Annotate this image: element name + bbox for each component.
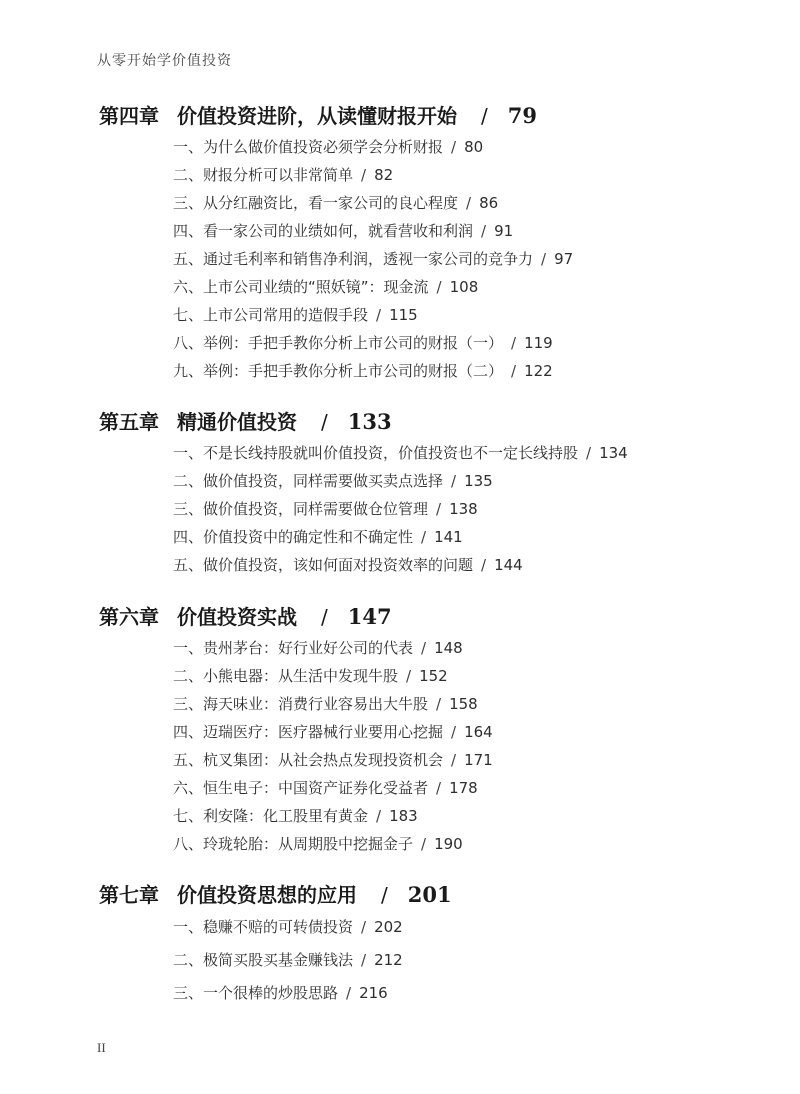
separator: /: [451, 472, 457, 490]
entry-page: 97: [554, 250, 574, 268]
entry-page: 135: [464, 472, 493, 490]
entry-page: 138: [449, 500, 478, 518]
entry-page: 119: [524, 334, 553, 352]
separator: /: [586, 444, 592, 462]
chapter-label: 第六章: [99, 605, 159, 629]
toc-entry: [173, 833, 463, 854]
separator: /: [511, 362, 517, 380]
toc-entry: [173, 805, 418, 826]
separator: /: [361, 918, 367, 936]
chapter-label: 第四章: [99, 104, 159, 128]
toc-entry: [173, 442, 628, 463]
entry-title: 一、稳赚不赔的可转债投资: [173, 918, 354, 936]
chapter-label: 第五章: [99, 410, 159, 434]
separator: /: [436, 500, 442, 518]
entry-title: 三、海天味业：消费行业容易出大牛股: [173, 695, 429, 713]
separator: /: [381, 883, 388, 907]
toc-entry: [173, 721, 493, 742]
entry-page: 202: [374, 918, 403, 936]
entry-page: 144: [494, 556, 523, 574]
toc-entry: [173, 693, 478, 714]
entry-page: 183: [389, 807, 418, 825]
entry-title: 五、做价值投资，该如何面对投资效率的问题: [173, 556, 474, 574]
separator: /: [421, 528, 427, 546]
toc-entry: [173, 248, 573, 269]
toc-entry: [173, 982, 388, 1003]
separator: /: [406, 667, 412, 685]
separator: /: [451, 723, 457, 741]
toc-entry: [173, 916, 403, 937]
entry-page: 86: [479, 194, 499, 212]
separator: /: [376, 306, 382, 324]
entry-page: 122: [524, 362, 553, 380]
toc-entry: [173, 749, 493, 770]
chapter-heading: [99, 406, 392, 435]
chapter-heading: [99, 879, 452, 908]
entry-page: 212: [374, 951, 403, 969]
entry-title: 二、极简买股买基金赚钱法: [173, 951, 354, 969]
chapter-title: 价值投资进阶，从读懂财报开始: [177, 104, 457, 128]
chapter-page: 147: [347, 604, 392, 629]
chapter-page: 79: [507, 103, 537, 128]
entry-title: 三、做价值投资，同样需要做仓位管理: [173, 500, 429, 518]
separator: /: [436, 278, 442, 296]
toc-entry: [173, 332, 553, 353]
entry-title: 四、迈瑞医疗：医疗器械行业要用心挖掘: [173, 723, 444, 741]
entry-page: 152: [419, 667, 448, 685]
toc-entry: [173, 470, 493, 491]
toc-entry: [173, 220, 513, 241]
entry-page: 115: [389, 306, 418, 324]
entry-title: 一、不是长线持股就叫价值投资，价值投资也不一定长线持股: [173, 444, 579, 462]
entry-title: 二、财报分析可以非常简单: [173, 166, 354, 184]
entry-page: 91: [494, 222, 514, 240]
entry-page: 82: [374, 166, 394, 184]
separator: /: [541, 250, 547, 268]
separator: /: [436, 779, 442, 797]
entry-title: 五、通过毛利率和销售净利润，透视一家公司的竞争力: [173, 250, 534, 268]
separator: /: [346, 984, 352, 1002]
separator: /: [421, 835, 427, 853]
entry-page: 171: [464, 751, 493, 769]
toc-entry: [173, 192, 498, 213]
entry-title: 七、利安隆：化工股里有黄金: [173, 807, 369, 825]
page-number: II: [97, 1040, 106, 1055]
entry-title: 五、杭叉集团：从社会热点发现投资机会: [173, 751, 444, 769]
entry-title: 七、上市公司常用的造假手段: [173, 306, 369, 324]
entry-title: 六、上市公司业绩的“照妖镜”：现金流: [173, 278, 429, 296]
separator: /: [436, 695, 442, 713]
separator: /: [481, 104, 488, 128]
separator: /: [466, 194, 472, 212]
separator: /: [421, 639, 427, 657]
chapter-page: 133: [347, 409, 392, 434]
separator: /: [376, 807, 382, 825]
entry-title: 一、贵州茅台：好行业好公司的代表: [173, 639, 414, 657]
separator: /: [361, 951, 367, 969]
separator: /: [511, 334, 517, 352]
entry-title: 八、玲珑轮胎：从周期股中挖掘金子: [173, 835, 414, 853]
entry-page: 158: [449, 695, 478, 713]
entry-page: 134: [599, 444, 628, 462]
toc-entry: [173, 360, 553, 381]
chapter-page: 201: [407, 882, 452, 907]
separator: /: [361, 166, 367, 184]
separator: /: [321, 410, 328, 434]
chapter-heading: [99, 100, 537, 129]
entry-page: 148: [434, 639, 463, 657]
separator: /: [451, 751, 457, 769]
chapter-heading: [99, 601, 392, 630]
entry-title: 六、恒生电子：中国资产证券化受益者: [173, 779, 429, 797]
running-head: 从零开始学价值投资: [97, 53, 232, 69]
toc-entry: [173, 949, 403, 970]
entry-title: 三、从分红融资比，看一家公司的良心程度: [173, 194, 459, 212]
toc-entry: [173, 526, 463, 547]
entry-title: 九、举例：手把手教你分析上市公司的财报（二）: [173, 362, 504, 380]
toc-entry: [173, 304, 418, 325]
entry-page: 164: [464, 723, 493, 741]
chapter-label: 第七章: [99, 883, 159, 907]
entry-title: 四、价值投资中的确定性和不确定性: [173, 528, 414, 546]
toc-entry: [173, 164, 393, 185]
toc-entry: [173, 136, 483, 157]
entry-page: 216: [359, 984, 388, 1002]
chapter-title: 精通价值投资: [177, 410, 297, 434]
entry-page: 80: [464, 138, 484, 156]
entry-page: 141: [434, 528, 463, 546]
toc-entry: [173, 665, 448, 686]
separator: /: [481, 556, 487, 574]
entry-title: 二、做价值投资，同样需要做买卖点选择: [173, 472, 444, 490]
entry-title: 二、小熊电器：从生活中发现牛股: [173, 667, 399, 685]
separator: /: [451, 138, 457, 156]
entry-page: 190: [434, 835, 463, 853]
separator: /: [321, 605, 328, 629]
entry-title: 四、看一家公司的业绩如何，就看营收和利润: [173, 222, 474, 240]
entry-title: 八、举例：手把手教你分析上市公司的财报（一）: [173, 334, 504, 352]
entry-page: 108: [449, 278, 479, 296]
toc-entry: [173, 498, 478, 519]
toc-entry: [173, 637, 463, 658]
entry-title: 三、一个很棒的炒股思路: [173, 984, 339, 1002]
separator: /: [481, 222, 487, 240]
chapter-title: 价值投资实战: [177, 605, 297, 629]
toc-entry: [173, 554, 523, 575]
toc-entry: [173, 276, 478, 297]
chapter-title: 价值投资思想的应用: [177, 883, 357, 907]
toc-entry: [173, 777, 478, 798]
entry-page: 178: [449, 779, 478, 797]
entry-title: 一、为什么做价值投资必须学会分析财报: [173, 138, 444, 156]
